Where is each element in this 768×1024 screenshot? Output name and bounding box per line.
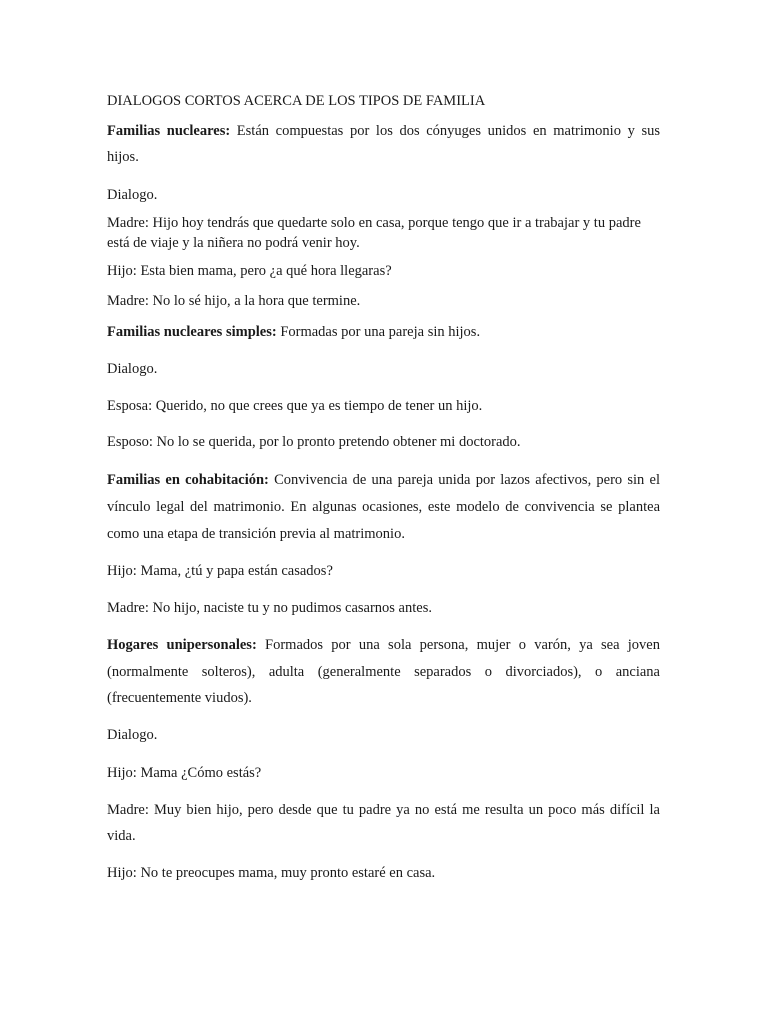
dialogue-line: [107, 764, 660, 782]
dialogue-line: [107, 433, 660, 451]
heading-cohabitacion: Familias en cohabitación:: [107, 472, 269, 488]
speaker: Madre:: [107, 802, 149, 818]
heading-nucleares: Familias nucleares:: [107, 123, 231, 139]
speaker: Hijo:: [107, 865, 137, 881]
definition-text-continued: (normalmente solteros), adulta (generalmente separados o divorciados), o anciana: [107, 664, 660, 680]
utterance: Esta bien mama, pero ¿a qué hora llegaras?: [136, 263, 392, 279]
dialogo-label: Dialogo.: [107, 187, 158, 203]
dialogue-line: [107, 262, 660, 280]
dialogue-line-continued: está de viaje y la niñera no podrá venir hoy.: [107, 235, 360, 251]
definition-text: Convivencia de una pareja unida por lazos afectivos, pero sin el: [268, 472, 660, 488]
heading-unipersonales: Hogares unipersonales:: [107, 637, 257, 653]
definition-text-continued: como una etapa de transición previa al matrimonio.: [107, 526, 405, 542]
utterance: Hijo hoy tendrás que quedarte solo en casa, porque tengo que ir a trabajar y tu padre: [148, 215, 641, 231]
dialogue-line: [107, 801, 660, 819]
definition-text-continued: hijos.: [107, 149, 139, 165]
dialogue-line: [107, 214, 660, 232]
utterance: No hijo, naciste tu y no pudimos casarnos antes.: [148, 600, 432, 616]
utterance: No lo sé hijo, a la hora que termine.: [148, 293, 361, 309]
utterance: Querido, no que crees que ya es tiempo de tener un hijo.: [152, 398, 483, 414]
speaker: Madre:: [107, 215, 149, 231]
dialogue-line: [107, 599, 660, 617]
dialogo-label: Dialogo.: [107, 727, 158, 743]
definition-text: Están compuestas por los dos cónyuges unidos en matrimonio y sus: [230, 123, 660, 139]
definition-nucleares: [107, 122, 660, 140]
speaker: Madre:: [107, 293, 149, 309]
speaker: Madre:: [107, 600, 149, 616]
speaker: Hijo:: [107, 563, 137, 579]
utterance: Mama ¿Cómo estás?: [136, 765, 262, 781]
utterance: No lo se querida, por lo pronto pretendo obtener mi doctorado.: [152, 434, 521, 450]
definition-cohabitacion: [107, 471, 660, 489]
definition-nucleares-simples: [107, 323, 660, 341]
utterance: No te preocupes mama, muy pronto estaré en casa.: [136, 865, 436, 881]
speaker: Esposa:: [107, 398, 153, 414]
dialogo-label: Dialogo.: [107, 361, 158, 377]
heading-nucleares-simples: Familias nucleares simples:: [107, 324, 277, 340]
dialogue-line: [107, 397, 660, 415]
definition-unipersonales: [107, 636, 660, 654]
utterance: Mama, ¿tú y papa están casados?: [136, 563, 333, 579]
document-title: DIALOGOS CORTOS ACERCA DE LOS TIPOS DE FAMILIA: [107, 93, 486, 109]
speaker: Hijo:: [107, 263, 137, 279]
speaker: Hijo:: [107, 765, 137, 781]
definition-text: Formadas por una pareja sin hijos.: [276, 324, 481, 340]
dialogue-line: [107, 562, 660, 580]
speaker: Esposo:: [107, 434, 153, 450]
dialogue-line-continued: vida.: [107, 828, 136, 844]
dialogue-line: [107, 864, 660, 882]
definition-text-continued: (frecuentemente viudos).: [107, 690, 252, 706]
dialogue-line: [107, 292, 660, 310]
utterance: Muy bien hijo, pero desde que tu padre ya no está me resulta un poco más difícil la: [148, 802, 660, 818]
definition-text-continued: vínculo legal del matrimonio. En algunas ocasiones, este modelo de convivencia se plantea: [107, 499, 660, 515]
definition-text: Formados por una sola persona, mujer o varón, ya sea joven: [256, 637, 660, 653]
